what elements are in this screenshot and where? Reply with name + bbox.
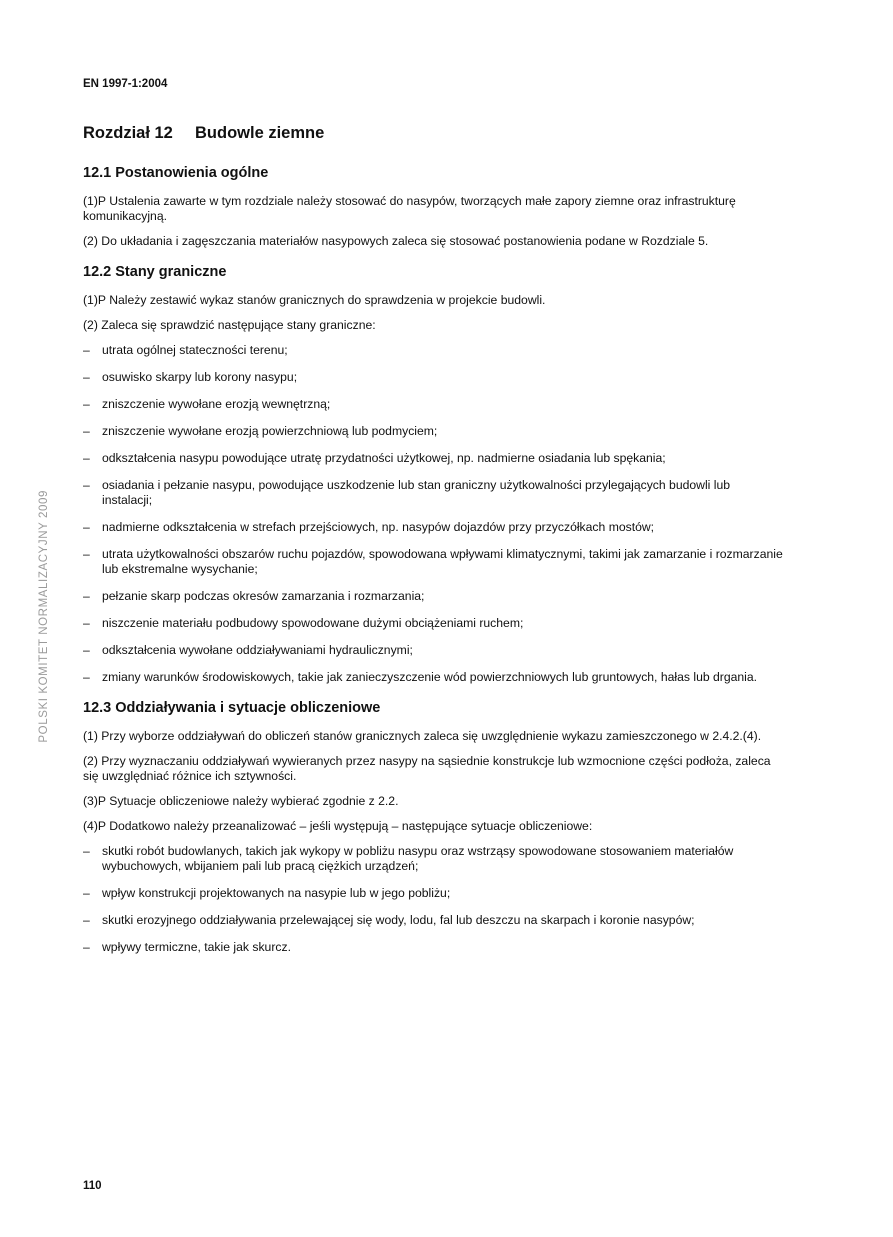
- list-item: – zniszczenie wywołane erozją wewnętrzną;: [83, 397, 783, 412]
- list-item: – skutki robót budowlanych, takich jak wykopy w pobliżu nasypu oraz wstrząsy spowodowane stosowaniem materiałów wybuchowych, wbijaniem pali lub pracą ciężkich urządzeń;: [83, 844, 783, 874]
- list-item: – zniszczenie wywołane erozją powierzchniową lub podmyciem;: [83, 424, 783, 439]
- chapter-heading: [83, 124, 324, 143]
- chapter-title: Budowle ziemne: [195, 124, 325, 142]
- paragraph: (2) Zaleca się sprawdzić następujące stany graniczne:: [83, 318, 376, 332]
- limit-states-list: [83, 343, 783, 685]
- page-number: 110: [83, 1180, 102, 1192]
- list-item: – wpływ konstrukcji projektowanych na nasypie lub w jego pobliżu;: [83, 886, 783, 901]
- list-item: – zmiany warunków środowiskowych, takie jak zanieczyszczenie wód powierzchniowych lub gruntowych, hałas lub drgania.: [83, 670, 783, 685]
- paragraph: (3)P Sytuacje obliczeniowe należy wybierać zgodnie z 2.2.: [83, 794, 399, 808]
- list-item: – osiadania i pełzanie nasypu, powodujące uszkodzenie lub stan graniczny użytkowalności przylegających budowli lub instalacji;: [83, 478, 783, 508]
- list-item: – nadmierne odkształcenia w strefach przejściowych, np. nasypów dojazdów przy przyczółkach mostów;: [83, 520, 783, 535]
- list-item: – skutki erozyjnego oddziaływania przelewającej się wody, lodu, fal lub deszczu na skarpach i koronie nasypów;: [83, 913, 783, 928]
- design-situations-list: [83, 844, 783, 955]
- paragraph: (4)P Dodatkowo należy przeanalizować – jeśli występują – następujące sytuacje obliczeniowe:: [83, 819, 593, 833]
- section-12-1-heading: 12.1 Postanowienia ogólne: [83, 165, 269, 181]
- paragraph: (1)P Należy zestawić wykaz stanów granicznych do sprawdzenia w projekcie budowli.: [83, 293, 546, 307]
- side-watermark: POLSKI KOMITET NORMALIZACYJNY 2009: [38, 490, 50, 743]
- list-item: – osuwisko skarpy lub korony nasypu;: [83, 370, 783, 385]
- paragraph: (1) Przy wyborze oddziaływań do obliczeń stanów granicznych zaleca się uwzględnienie wykazu zamieszczonego w 2.4.2.(4).: [83, 729, 762, 743]
- paragraph: (2) Przy wyznaczaniu oddziaływań wywieranych przez nasypy na sąsiednie konstrukcje lub wzmocnione części podłoża, zaleca się uwzględniać różnice ich sztywności.: [83, 754, 771, 783]
- document-id: EN 1997-1:2004: [83, 78, 168, 90]
- paragraph: (1)P Ustalenia zawarte w tym rozdziale należy stosować do nasypów, tworzących małe zapory ziemne oraz infrastrukturę komunikacyjną.: [83, 194, 736, 223]
- chapter-number: Rozdział 12: [83, 124, 173, 142]
- paragraph: (2) Do układania i zagęszczania materiałów nasypowych zaleca się stosować postanowienia podane w Rozdziale 5.: [83, 234, 709, 248]
- list-item: – niszczenie materiału podbudowy spowodowane dużymi obciążeniami ruchem;: [83, 616, 783, 631]
- section-12-3-heading: 12.3 Oddziaływania i sytuacje obliczeniowe: [83, 700, 381, 716]
- list-item: – odkształcenia nasypu powodujące utratę przydatności użytkowej, np. nadmierne osiadania lub spękania;: [83, 451, 783, 466]
- list-item: – utrata użytkowalności obszarów ruchu pojazdów, spowodowana wpływami klimatycznymi, takimi jak zamarzanie i rozmarzanie lub ekstremalne wysychanie;: [83, 547, 783, 577]
- list-item: – odkształcenia wywołane oddziaływaniami hydraulicznymi;: [83, 643, 783, 658]
- list-item: – utrata ogólnej stateczności terenu;: [83, 343, 783, 358]
- section-12-2-heading: 12.2 Stany graniczne: [83, 264, 227, 280]
- document-body: [83, 164, 783, 967]
- list-item: – pełzanie skarp podczas okresów zamarzania i rozmarzania;: [83, 589, 783, 604]
- list-item: – wpływy termiczne, takie jak skurcz.: [83, 940, 783, 955]
